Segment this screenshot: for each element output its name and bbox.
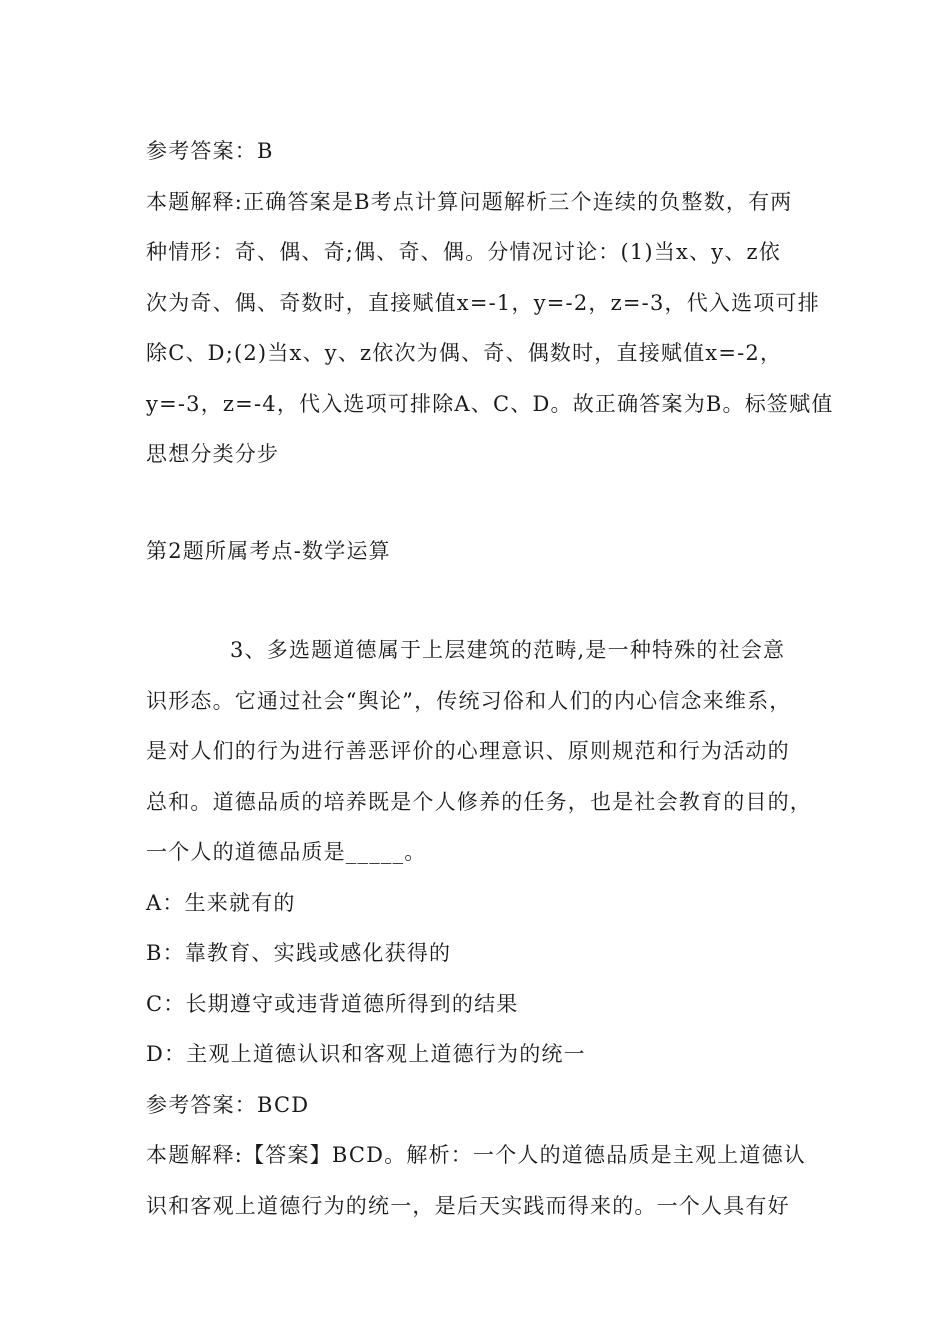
q3-stem-line: 识形态。它通过社会“舆论”，传统习俗和人们的内心信念来维系， xyxy=(146,688,792,713)
q3-stem xyxy=(146,625,810,878)
spacer xyxy=(146,480,810,526)
q3-option-a: A：生来就有的 xyxy=(146,890,296,915)
q2-explanation-line: 本题解释:正确答案是B考点计算问题解析三个连续的负整数，有两 xyxy=(146,189,793,214)
q2-answer-block xyxy=(146,126,834,480)
q3-explanation-line: 识和客观上道德行为的统一，是后天实践而得来的。一个人具有好 xyxy=(146,1193,790,1218)
spacer xyxy=(146,576,810,625)
q3-question-block xyxy=(146,625,810,1231)
q3-explanation-line: 本题解释:【答案】BCD。解析：一个人的道德品质是主观上道德认 xyxy=(146,1143,806,1167)
q2-explanation xyxy=(146,177,834,480)
q2-explanation-line: 思想分类分步 xyxy=(146,442,280,466)
q2-answer: 参考答案：B xyxy=(146,139,274,163)
q2-explanation-line: 种情形：奇、偶、奇;偶、奇、偶。分情况讨论：(1)当x、y、z依 xyxy=(146,240,781,264)
q3-option-c: C：长期遵守或违背道德所得到的结果 xyxy=(146,991,519,1016)
q3-option-d: D：主观上道德认识和客观上道德行为的统一 xyxy=(146,1042,586,1066)
q2-explanation-line: 除C、D;(2)当x、y、z依次为偶、奇、偶数时，直接赋值x=-2， xyxy=(146,341,783,365)
q3-options xyxy=(146,878,810,1080)
q3-answer: 参考答案：BCD xyxy=(146,1092,310,1117)
q3-stem-line: 总和。道德品质的培养既是个人修养的任务，也是社会教育的目的， xyxy=(146,789,812,814)
q2-explanation-line: 次为奇、偶、奇数时，直接赋值x=-1，y=-2，z=-3，代入选项可排 xyxy=(146,290,820,315)
q3-stem-line: 3、多选题道德属于上层建筑的范畴,是一种特殊的社会意 xyxy=(230,638,786,662)
q3-explanation xyxy=(146,1130,810,1231)
q3-stem-line: 是对人们的行为进行善恶评价的心理意识、原则规范和行为活动的 xyxy=(146,739,790,763)
q3-stem-line: 一个人的道德品质是_____。 xyxy=(146,840,427,864)
q2-explanation-line: y=-3，z=-4，代入选项可排除A、C、D。故正确答案为B。标签赋值 xyxy=(146,391,834,416)
q2-topic: 第2题所属考点-数学运算 xyxy=(146,538,391,563)
document-page xyxy=(146,126,834,1231)
q3-option-b: B：靠教育、实践或感化获得的 xyxy=(146,941,452,965)
